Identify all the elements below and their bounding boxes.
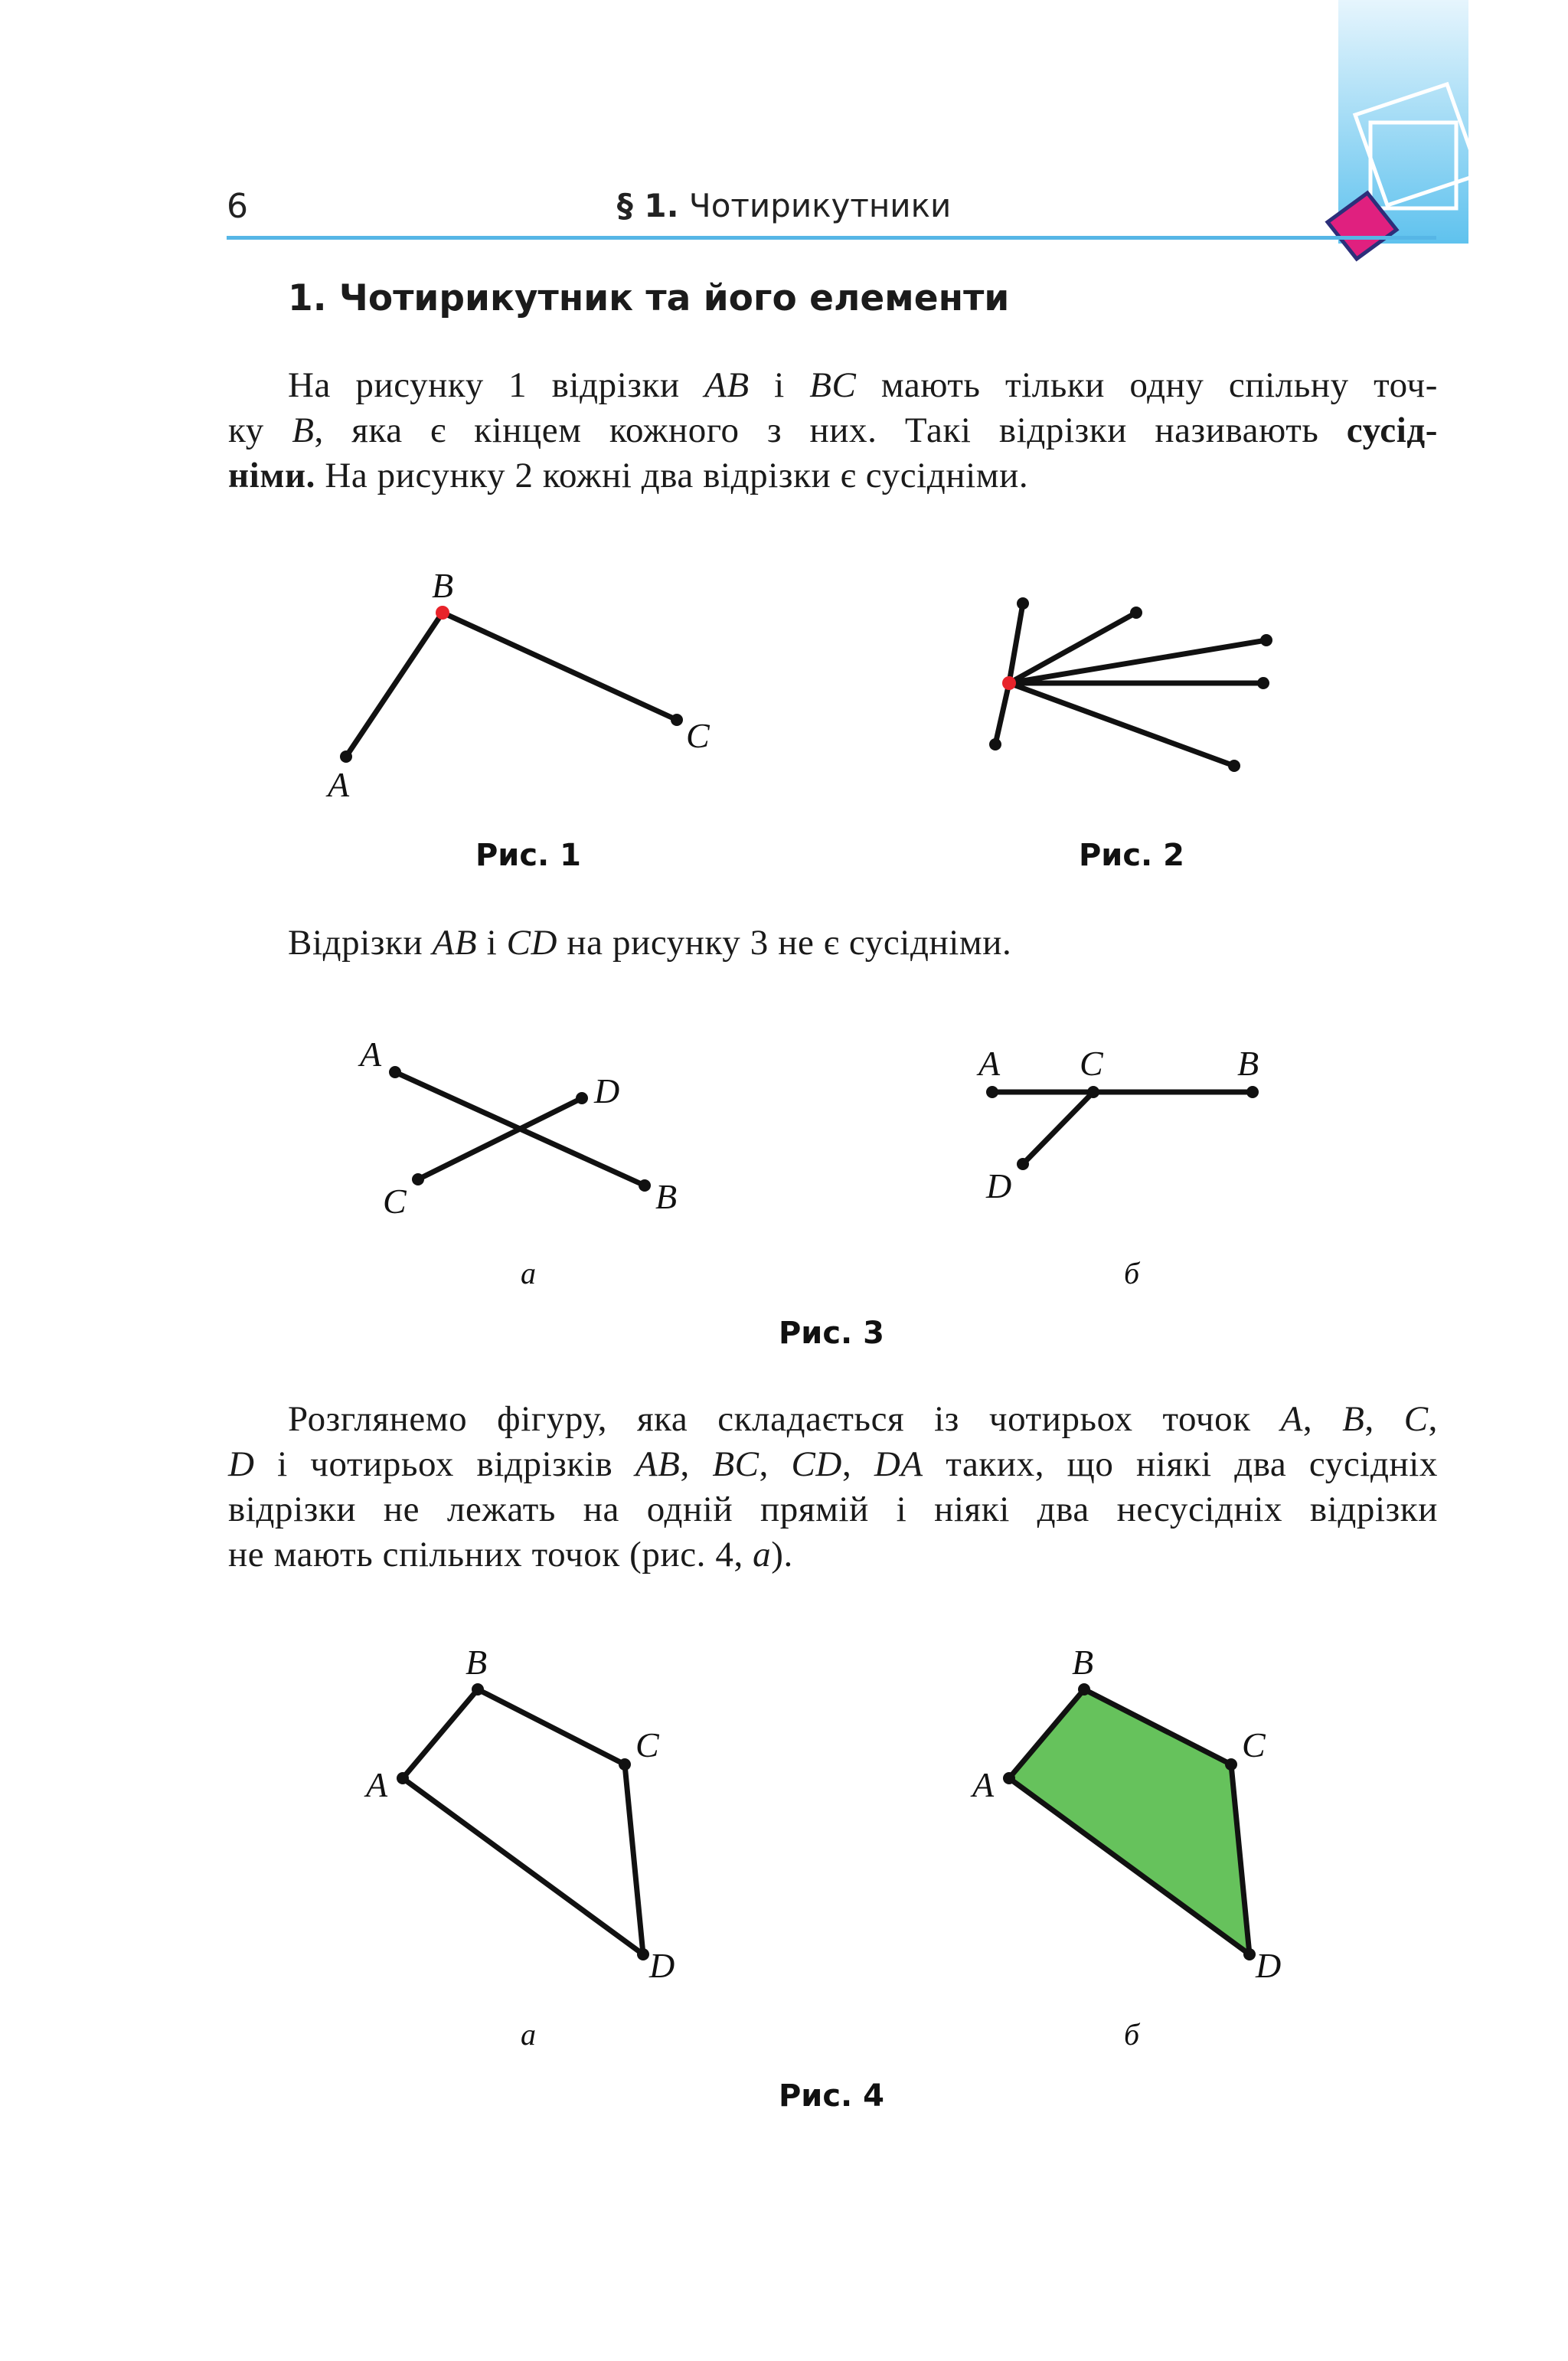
label-a: A [360,1035,382,1074]
label-a: A [972,1765,995,1804]
label-b: B [1237,1044,1259,1083]
text-line: відрізки не лежать на одній прямій і ніякі два несусідніх відрізки [228,1490,1438,1529]
text-line: Відрізки AB і CD на рисунку 3 не є сусідніми. [288,923,1012,963]
point-b [472,1683,484,1696]
section-title: Чотирикутники [688,187,952,224]
quadrilateral-filled [1009,1689,1250,1954]
text-line: На рисунку 1 відрізки AB і BC мають тільки одну спільну точ- [288,365,1439,405]
quadrilateral-outline [403,1689,643,1954]
text-line: ку B, яка є кінцем кожного з них. Такі відрізки називають сусід- [228,410,1438,450]
section-heading: 1. Чотирикутник та його елементи [288,277,1010,319]
subcaption-a: а [521,2017,536,2052]
point-d [637,1948,649,1960]
label-c: C [1080,1044,1103,1083]
label-c: C [686,716,710,755]
point-b [1078,1683,1090,1696]
subcaption-b: б [1123,1256,1140,1290]
point-a [1003,1772,1015,1784]
caption-fig2: Рис. 2 [1078,838,1185,873]
label-d: D [594,1071,620,1110]
point-a [397,1772,409,1784]
point-d [1243,1948,1256,1960]
label-c: C [1242,1725,1266,1764]
label-b: B [466,1643,488,1682]
label-b: B [1072,1643,1094,1682]
label-a: A [978,1044,1001,1083]
caption-fig3: Рис. 3 [778,1316,885,1351]
caption-fig1: Рис. 1 [475,838,582,873]
subcaption-b: б [1123,2017,1140,2052]
label-d: D [1256,1946,1282,1985]
label-a: A [328,765,350,804]
label-b: B [655,1177,678,1216]
point-c [619,1758,631,1771]
page-number: 6 [227,187,248,226]
label-d: D [986,1166,1012,1205]
label-a: A [366,1765,388,1804]
subcaption-a: а [521,1256,536,1290]
text-line: не мають спільних точок (рис. 4, a). [228,1535,793,1575]
label-c: C [383,1182,407,1221]
section-mark: § 1. [616,187,679,224]
text-line: Розглянемо фігуру, яка складається із чотирьох точок A, B, C, [288,1399,1439,1439]
label-b: B [432,566,454,605]
point-c [1225,1758,1237,1771]
text-line: німи. На рисунку 2 кожні два відрізки є сусідніми. [228,456,1029,495]
label-d: D [649,1946,675,1985]
caption-fig4: Рис. 4 [778,2078,885,2114]
label-c: C [635,1725,659,1764]
text-line: D і чотирьох відрізків AB, BC, CD, DA таких, що ніякі два сусідніх [228,1444,1438,1484]
